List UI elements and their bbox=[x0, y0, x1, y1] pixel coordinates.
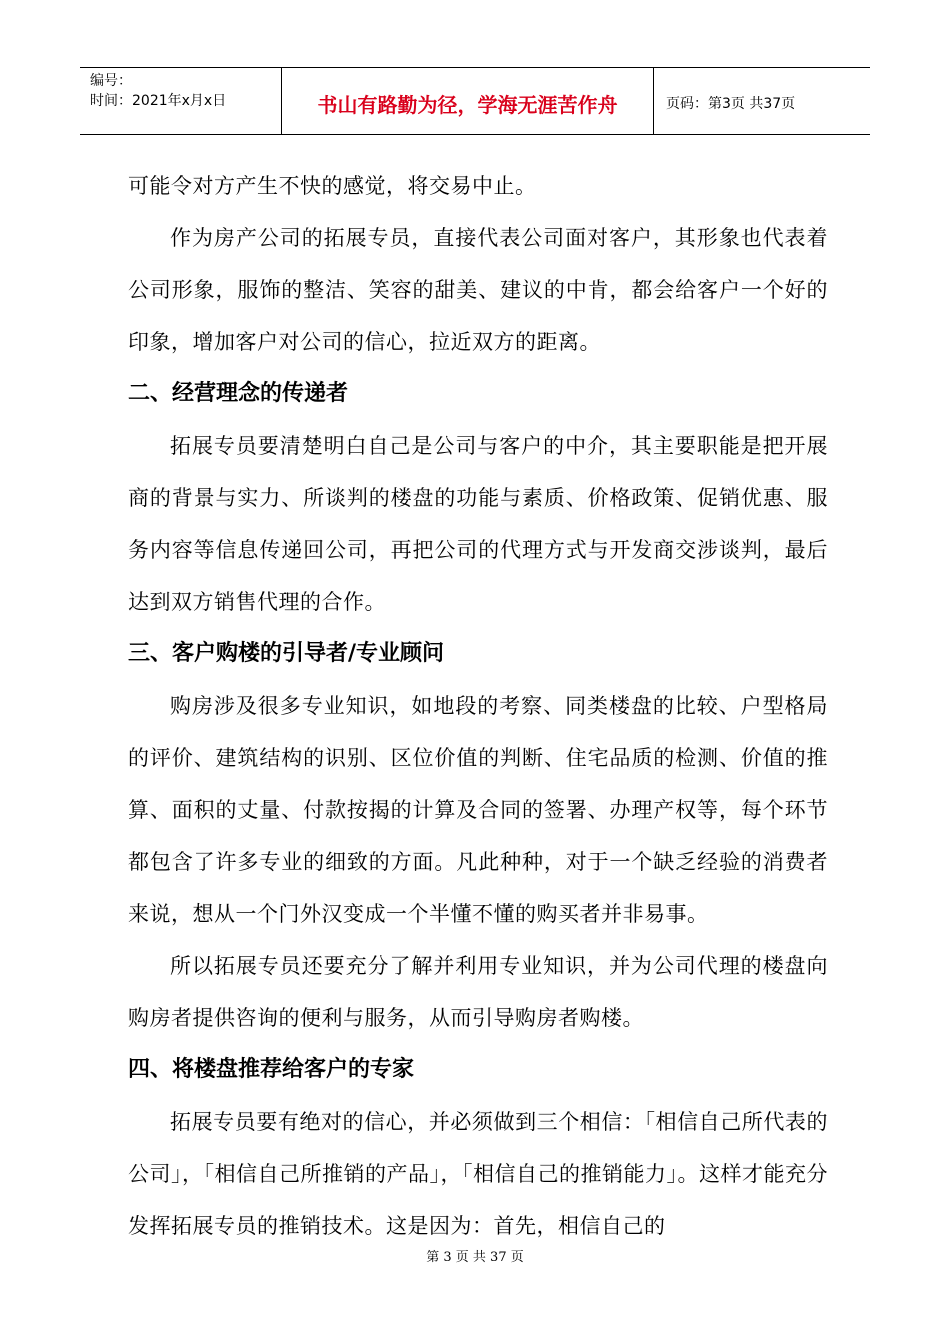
section-heading: 三、客户购楼的引导者/专业顾问 bbox=[128, 641, 445, 666]
paragraph: 可能令对方产生不快的感觉，将交易中止。 bbox=[128, 174, 537, 198]
header-meta bbox=[80, 68, 282, 134]
paragraph: 作为房产公司的拓展专员，直接代表公司面对客户，其形象也代表着公司形象，服饰的整洁、笑容的甜美、建议的中肯，都会给客户一个好的印象，增加客户对公司的信心，拉近双方的距离。 bbox=[128, 226, 828, 354]
header-page-info: 页码：第3页 共37页 bbox=[666, 96, 796, 112]
paragraph: 拓展专员要有绝对的信心，并必须做到三个相信：「相信自己所代表的公司」，「相信自己所推销的产品」，「相信自己的推销能力」。这样才能充分发挥拓展专员的推销技术。这是因为：首先，相信自己的 bbox=[128, 1110, 828, 1238]
paragraph: 所以拓展专员还要充分了解并利用专业知识，并为公司代理的楼盘向购房者提供咨询的便利与服务，从而引导购房者购楼。 bbox=[128, 954, 828, 1030]
header-motto: 书山有路勤为径，学海无涯苦作舟 bbox=[282, 68, 654, 134]
paragraph: 拓展专员要清楚明白自己是公司与客户的中介，其主要职能是把开展商的背景与实力、所谈判的楼盘的功能与素质、价格政策、促销优惠、服务内容等信息传递回公司，再把公司的代理方式与开发商交涉谈判，最后达到双方销售代理的合作。 bbox=[128, 434, 828, 614]
page-header bbox=[80, 67, 870, 135]
document-number-label: 编号： bbox=[90, 73, 132, 89]
document-body bbox=[128, 160, 828, 1252]
document-time-label: 时间：2021年x月x日 bbox=[90, 93, 227, 109]
section-heading: 二、经营理念的传递者 bbox=[128, 381, 349, 406]
page-footer: 第 3 页 共 37 页 bbox=[426, 1250, 524, 1265]
section-heading: 四、将楼盘推荐给客户的专家 bbox=[128, 1057, 415, 1082]
paragraph: 购房涉及很多专业知识，如地段的考察、同类楼盘的比较、户型格局的评价、建筑结构的识别、区位价值的判断、住宅品质的检测、价值的推算、面积的丈量、付款按揭的计算及合同的签署、办理产权等，每个环节都包含了许多专业的细致的方面。凡此种种，对于一个缺乏经验的消费者来说，想从一个门外汉变成一个半懂不懂的购买者并非易事。 bbox=[128, 694, 828, 926]
